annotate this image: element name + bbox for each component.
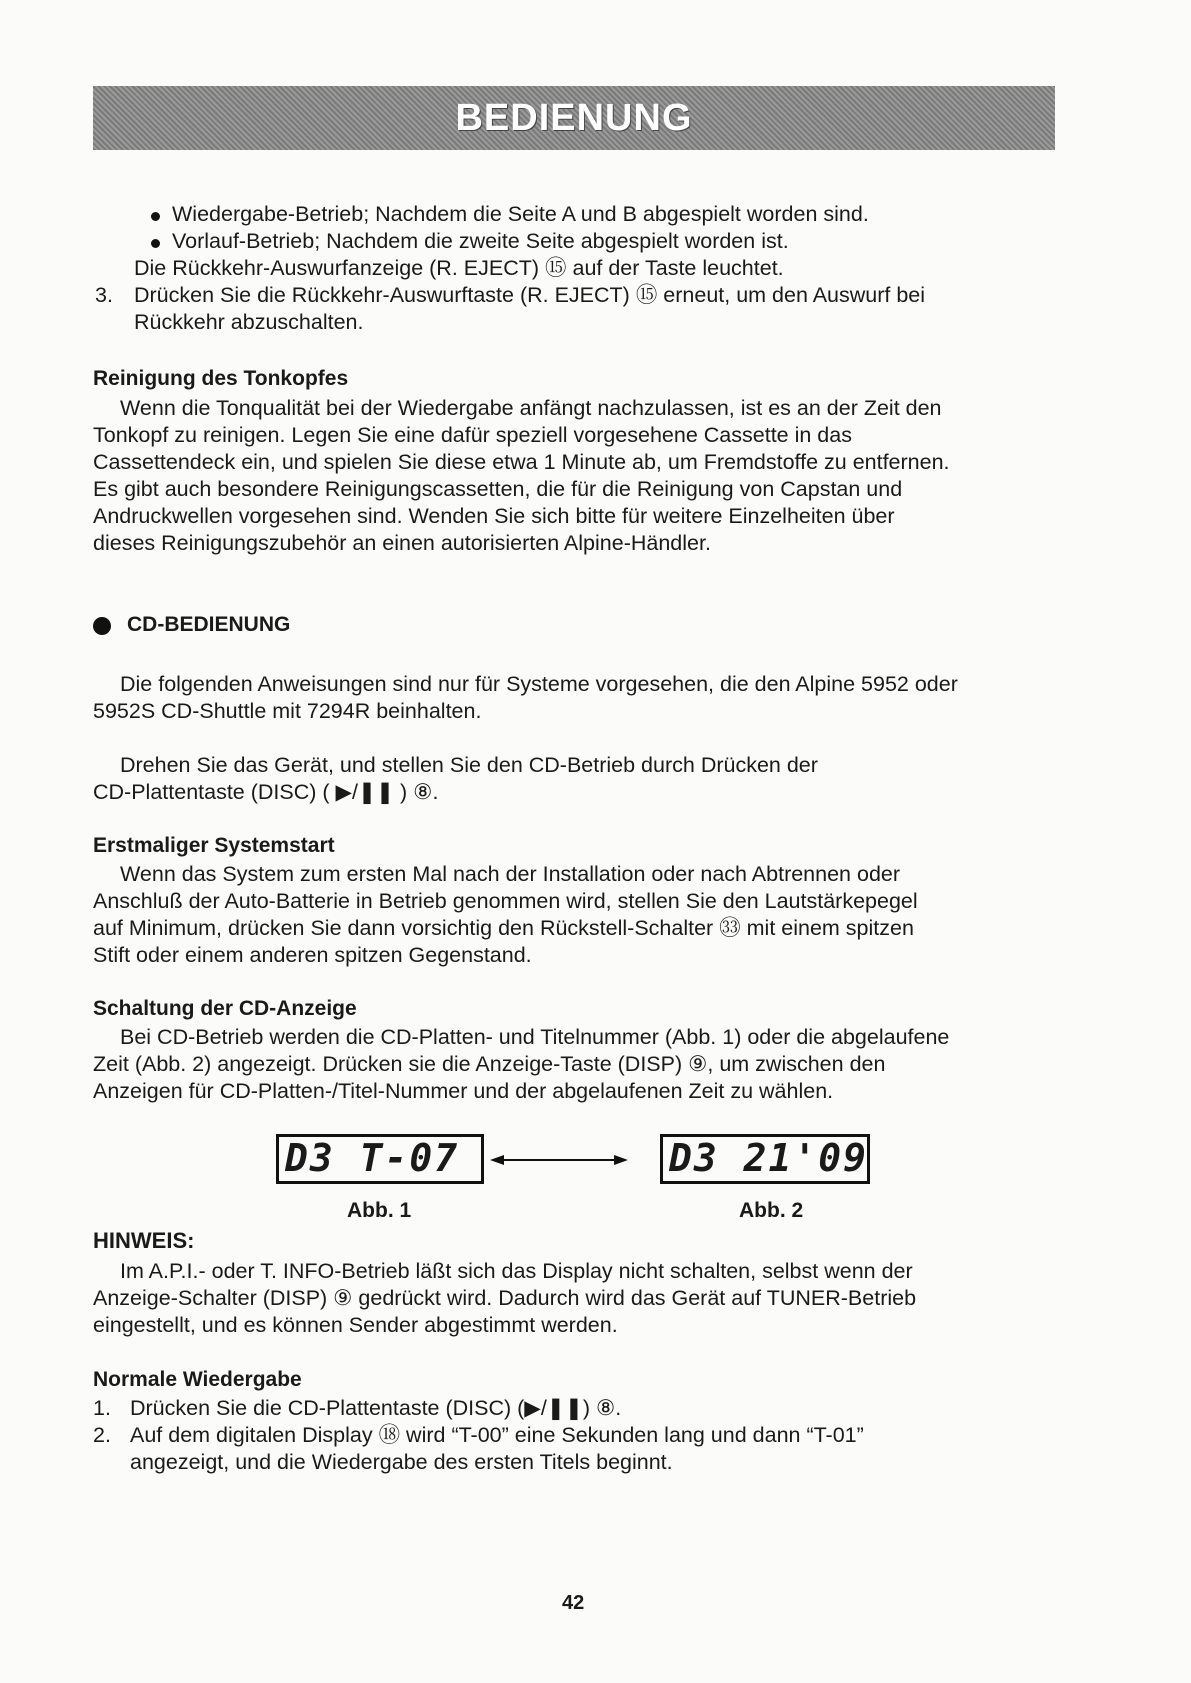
start-line: auf Minimum, drücken Sie dann vorsichtig den Rückstell-Schalter ㉝ mit einem spitzen [93,916,914,940]
cleaning-heading: Reinigung des Tonkopfes [93,367,349,390]
note-line: Im A.P.I.- oder T. INFO-Betrieb läßt sich das Display nicht schalten, selbst wenn der [120,1259,913,1283]
cd-para1-line: Die folgenden Anweisungen sind nur für Systeme vorgesehen, die den Alpine 5952 oder [120,672,958,696]
cd-para2-line: CD-Plattentaste (DISC) ( ▶/❚❚ ) ⑧. [93,780,439,804]
start-line: Wenn das System zum ersten Mal nach der Installation oder nach Abtrennen oder [120,862,901,886]
cleaning-line: Wenn die Tonqualität bei der Wiedergabe anfängt nachzulassen, ist es an der Zeit den [120,396,942,420]
normal-step2-line1: Auf dem digitalen Display ⑱ wird “T-00” eine Sekunden lang und dann “T-01” [130,1423,864,1447]
cd-para1-line: 5952S CD-Shuttle mit 7294R beinhalten. [93,699,482,723]
normal-step1: Drücken Sie die CD-Plattentaste (DISC) (▶/❚❚) ⑧. [130,1396,622,1420]
display-heading: Schaltung der CD-Anzeige [93,997,357,1020]
normal-heading: Normale Wiedergabe [93,1368,302,1391]
figure-caption-2: Abb. 2 [739,1199,804,1222]
display-line: Bei CD-Betrieb werden die CD-Platten- und Titelnummer (Abb. 1) oder die abgelaufene [120,1025,950,1049]
double-arrow-icon [490,1153,628,1167]
bullet-icon [151,212,160,221]
page-title: BEDIENUNG [455,96,693,139]
intro-bullet-2: Vorlauf-Betrieb; Nachdem die zweite Seite abgespielt worden ist. [172,229,789,253]
intro-step3-line1: Drücken Sie die Rückkehr-Auswurftaste (R. EJECT) ⑮ erneut, um den Auswurf bei [134,283,926,307]
start-heading: Erstmaliger Systemstart [93,834,335,857]
cleaning-line: Cassettendeck ein, und spielen Sie diese etwa 1 Minute ab, um Fremdstoffe zu entfernen. [93,450,950,474]
intro-indicator: Die Rückkehr-Auswurfanzeige (R. EJECT) ⑮ auf der Taste leuchtet. [134,256,784,280]
note-line: Anzeige-Schalter (DISP) ⑨ gedrückt wird. Dadurch wird das Gerät auf TUNER-Betrieb [93,1286,917,1310]
page-number: 42 [562,1592,585,1614]
normal-step2-line2: angezeigt, und die Wiedergabe des ersten Titels beginnt. [130,1450,673,1474]
lcd-display-track: D3 T-07 [276,1134,484,1184]
section-banner [93,86,1055,150]
cleaning-line: Es gibt auch besondere Reinigungscassetten, die für die Reinigung von Capstan und [93,477,903,501]
step-number: 1. [93,1396,111,1420]
note-heading: HINWEIS: [93,1228,195,1253]
cleaning-line: Andruckwellen vorgesehen sind. Wenden Sie sich bitte für weitere Einzelheiten über [93,504,895,528]
step-number: 2. [93,1423,111,1447]
cleaning-line: Tonkopf zu reinigen. Legen Sie eine dafür speziell vorgesehene Cassette in das [93,423,852,447]
step-number: 3. [95,283,113,307]
display-line: Zeit (Abb. 2) angezeigt. Drücken sie die Anzeige-Taste (DISP) ⑨, um zwischen den [93,1052,886,1076]
start-line: Anschluß der Auto-Batterie in Betrieb genommen wird, stellen Sie den Lautstärkepegel [93,889,918,913]
cd-para2-line: Drehen Sie das Gerät, und stellen Sie den CD-Betrieb durch Drücken der [120,753,818,777]
start-line: Stift oder einem anderen spitzen Gegenstand. [93,943,532,967]
bullet-icon [151,239,160,248]
note-line: eingestellt, und es können Sender abgestimmt werden. [93,1313,618,1337]
cd-heading: CD-BEDIENUNG [127,613,291,636]
lcd-display-time: D3 21'09 [660,1134,870,1184]
cleaning-line: dieses Reinigungszubehör an einen autorisierten Alpine-Händler. [93,531,711,555]
section-bullet-icon [93,617,111,635]
intro-bullet-1: Wiedergabe-Betrieb; Nachdem die Seite A und B abgespielt worden sind. [172,202,869,226]
figure-caption-1: Abb. 1 [347,1199,412,1222]
intro-step3-line2: Rückkehr abzuschalten. [134,310,364,334]
display-line: Anzeigen für CD-Platten-/Titel-Nummer und der abgelaufenen Zeit zu wählen. [93,1079,834,1103]
